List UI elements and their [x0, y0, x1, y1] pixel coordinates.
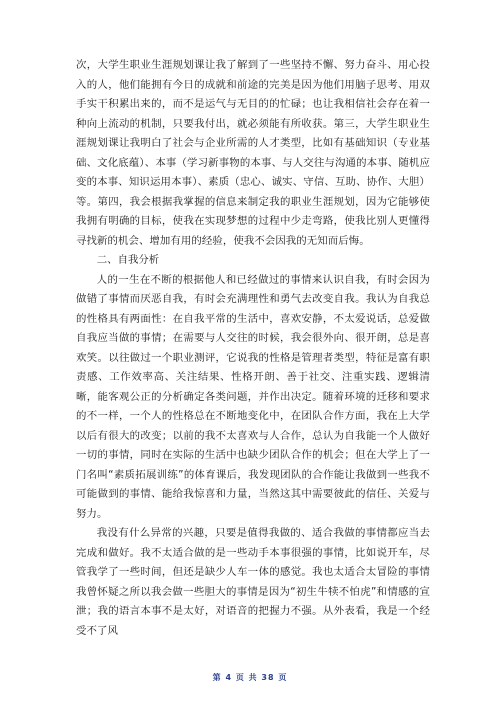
document-body: [76, 56, 430, 641]
footer-prefix: 第: [212, 673, 222, 682]
footer-mid: 页 共: [235, 673, 258, 682]
paragraph-continued: 次，大学生职业生涯规划课让我了解到了一些坚持不懈、努力奋斗、用心投入的人，他们能拥有今日的成就和前途的完美是因为他们用脑子思考、用双手实干积累出来的，而不是运气与无目的的忙碌；也让我相信社会存在着一种向上流动的机制，只要我付出，就必须能有所收获。第三，大学生职业生涯规划课让我明白了社会与企业所需的人才类型，比如有基础知识（专业基础、文化底蕴）、本事（学习新事物的本事、与人交往与沟通的本事、随机应变的本事、知识运用本事）、素质（忠心、诚实、守信、互助、协作、大胆）等。第四，我会根据我掌握的信息来制定我的职业生涯规划，因为它能够使我拥有明确的目标，使我在实现梦想的过程中少走弯路，使我比别人更懂得寻找新的机会、增加有用的经验，使我不会因我的无知而后悔。: [76, 59, 430, 247]
footer-total-pages: 38: [261, 673, 275, 682]
footer-current-page: 4: [225, 673, 233, 682]
paragraph-interests: 我没有什么异常的兴趣，只要是值得我做的、适合我做的事情都应当去完成和做好。我不太适合做的是一些动手本事很强的事情，比如说开车，尽管我学了一些时间，但还是缺少人车一体的感觉。我也太适合太冒险的事情我曾怀疑之所以我会做一些胆大的事情是因为“初生牛犊不怕虎”和情感的宣泄；我的语言本事不是太好，对语音的把握力不强。从外表看，我是一个经受不了风: [76, 527, 430, 637]
paragraph-self-analysis: 人的一生在不断的根据他人和已经做过的事情来认识自我，有时会因为做错了事情而厌恶自我，有时会充满理性和勇气去改变自我。我认为自我总的性格具有两面性：在自我平常的生活中，喜欢安静，不太爱说话，总爱做自我应当做的事情；在需要与人交往的时候，我会很外向、很开朗，总是喜欢笑。以往做过一个职业测评，它说我的性格是管理者类型，特征是富有职责感、工作效率高、关注结果、性格开朗、善于社交、注重实践、逻辑清晰，能客观公正的分析确定各类问题，并作出决定。随着环境的迁移和要求的不一样，一个人的性格总在不断地变化中，在团队合作方面，我在上大学以后有很大的改变；以前的我不太喜欢与人合作，总认为自我能一个人做好一切的事情，同时在实际的生活中也缺少团队合作的机会；但在大学上了一门名叫“素质拓展训练”的体育课后，我发现团队的合作能让我做到一些我不可能做到的事情、能给我惊喜和力量，当然这其中需要彼此的信任、关爱与努力。: [76, 273, 430, 520]
footer-suffix: 页: [278, 673, 288, 682]
page-footer: [0, 672, 500, 683]
section-heading: 二、自我分析: [96, 254, 160, 266]
